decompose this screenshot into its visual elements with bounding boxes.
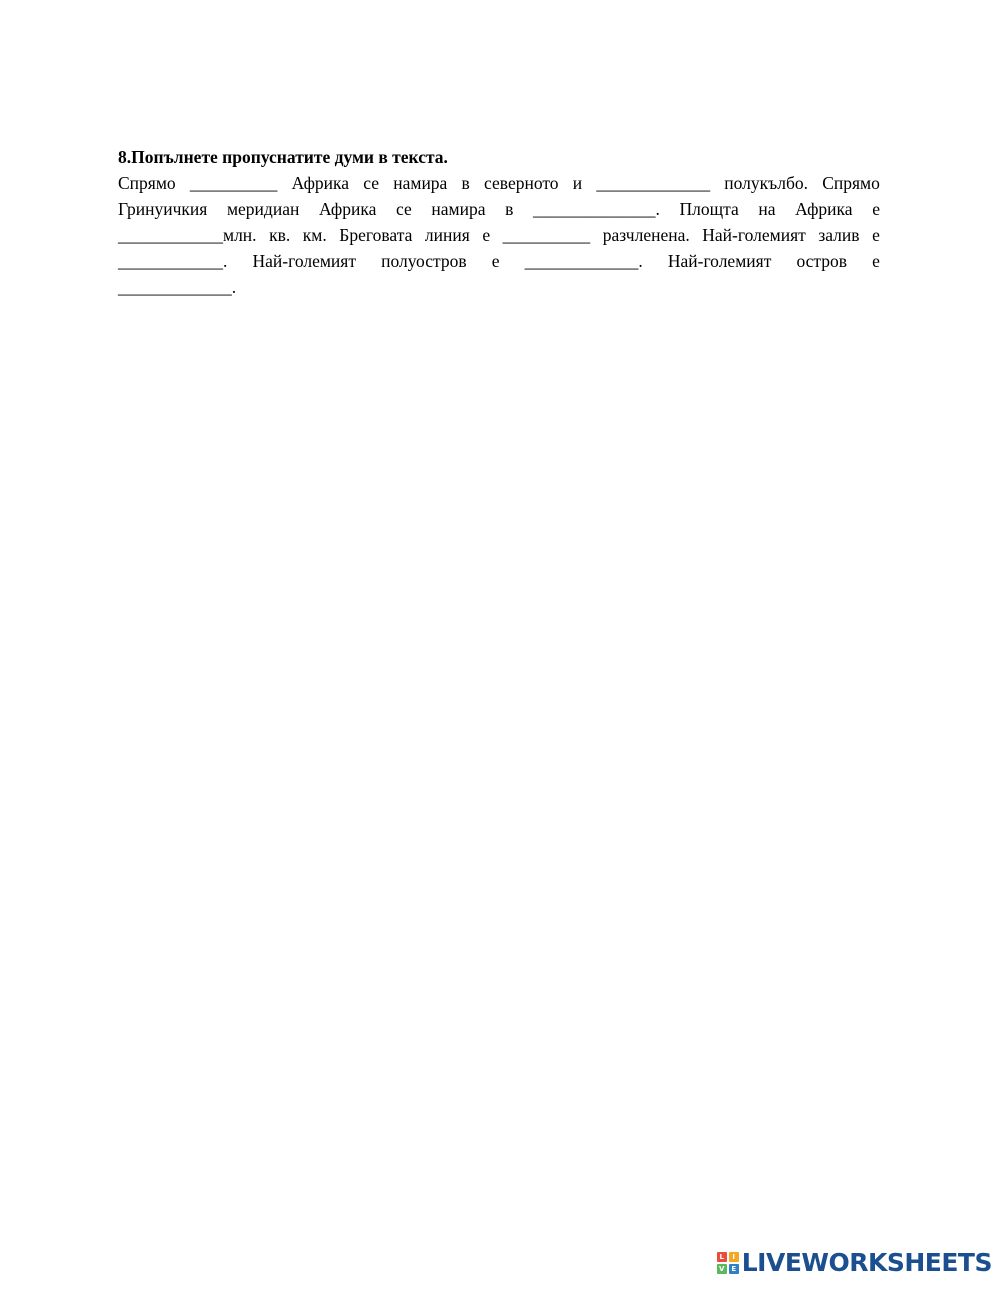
word: намира (393, 173, 448, 193)
blank-field: ______________. (533, 199, 660, 219)
word: Спрямо (118, 173, 176, 193)
word: е (872, 225, 880, 245)
word: линия (424, 225, 470, 245)
task-8 (118, 144, 880, 300)
blank-field: ____________. (118, 251, 228, 271)
word: меридиан (226, 199, 300, 219)
logo-cubes-icon (717, 1252, 739, 1274)
word: км. (302, 225, 327, 245)
word: е (872, 251, 880, 271)
blank-field: ____________млн. (118, 225, 257, 245)
word: в (505, 199, 514, 219)
liveworksheets-logo (717, 1248, 992, 1277)
blank-field: __________ (189, 173, 278, 193)
word: Африка (318, 199, 377, 219)
logo-cube-v: V (717, 1264, 727, 1274)
word: Бреговата (339, 225, 413, 245)
word: е (482, 225, 491, 245)
word: се (363, 173, 380, 193)
word: и (572, 173, 583, 193)
text-line-3 (118, 222, 880, 248)
blank-field: _____________ (596, 173, 711, 193)
text-line-1 (118, 170, 880, 196)
word: на (758, 199, 776, 219)
task-title: 8.Попълнете пропуснатите думи в текста. (118, 147, 448, 167)
word: полукълбо. (724, 173, 808, 193)
word: Най-големият (667, 251, 772, 271)
word: се (396, 199, 412, 219)
word: Площта (679, 199, 739, 219)
word: Гринуичкия (118, 199, 208, 219)
fill-in-text (118, 170, 880, 300)
word: полуостров (381, 251, 467, 271)
word: кв. (269, 225, 291, 245)
word: Най-големият (702, 225, 806, 245)
word: Африка (291, 173, 350, 193)
word: е (872, 199, 880, 219)
word: Спрямо (822, 173, 880, 193)
logo-cube-e: E (729, 1264, 739, 1274)
logo-wordmark: LIVEWORKSHEETS (741, 1248, 992, 1277)
logo-cube-i: I (729, 1252, 739, 1262)
blank-field: _____________. (524, 251, 643, 271)
word: намира (431, 199, 486, 219)
word: залив (818, 225, 860, 245)
word: Най-големият (252, 251, 356, 271)
word: е (491, 251, 500, 271)
word: Африка (795, 199, 853, 219)
blank-field: __________ (502, 225, 591, 245)
word: в (461, 173, 470, 193)
text-line-4 (118, 248, 880, 274)
word: остров (796, 251, 848, 271)
text-line-5: _____________. (118, 277, 237, 297)
word: разчленена. (602, 225, 690, 245)
text-line-2 (118, 196, 880, 222)
logo-cube-l: L (717, 1252, 727, 1262)
word: северното (484, 173, 559, 193)
